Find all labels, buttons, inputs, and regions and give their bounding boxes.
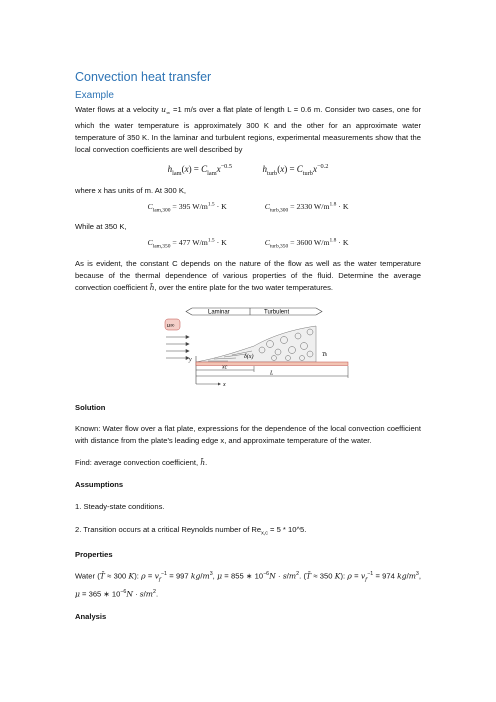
delta-label: δ(x): [244, 354, 254, 361]
evident-paragraph: [75, 258, 421, 295]
velocity-symbol: u: [161, 105, 166, 114]
find-label: Find: average convection coefficient,: [75, 458, 201, 468]
intro-text-1: Water flows at a velocity: [75, 105, 162, 114]
properties-text: Water (T̄ ≈ 300 K): $\rho = v_f^{-1} = 997$ $kg/m^3$, μ = 855 ∗ $10^{-6}N \cdot s/m^2$. (T̄ ≈ 350 K): $\rho = v_f^{-1} = 974$ $kg/m^3$, μ = 365 ∗ $10^{-6}N \cdot s/m^2$.: [75, 570, 422, 599]
c-lam-350: $C_{lam,350} = 477$ $W/m^{1.5} \cdot K$: [147, 237, 227, 250]
section-subtitle: Example: [75, 90, 114, 101]
while-text: While at 350 K,: [75, 222, 127, 232]
surface-temperature-label: Ts: [322, 352, 328, 359]
length-label: L: [270, 370, 274, 377]
find-text: Find: average convection coefficient, h̄.: [75, 458, 208, 468]
problem-statement: [75, 104, 421, 156]
flow-arrows: [166, 336, 189, 360]
velocity-subscript: ∞: [166, 110, 171, 117]
evident-text-2: , over the entire plate for the two water temperatures.: [154, 283, 334, 293]
y-axis-label: y: [189, 357, 192, 364]
find-h-bar-symbol: h̄: [200, 458, 206, 468]
assumption-1: 1. Steady-state conditions.: [75, 502, 165, 512]
analysis-heading: Analysis: [75, 611, 107, 621]
free-stream-label: u∞: [167, 323, 175, 330]
regime-arrow: [186, 308, 322, 316]
local-coefficient-equations: [75, 163, 421, 177]
units-text: where x has units of m. At 300 K,: [75, 186, 187, 196]
h-bar-symbol: h̄: [149, 283, 155, 293]
assumptions-heading: Assumptions: [75, 480, 124, 490]
c-turb-350: $C_{turb,350} = 3600$ $W/m^{1.8} \cdot K$: [264, 237, 349, 250]
flat-plate-diagram: [158, 300, 358, 388]
equation-h-lam: $h_{lam}(x) = C_{lam}x^{-0.5}$: [167, 163, 233, 178]
page-title: Convection heat transfer: [75, 70, 212, 84]
laminar-label: Laminar: [208, 309, 230, 316]
equation-h-turb: $h_{turb}(x) = C_{turb}x^{-0.2}$: [262, 163, 329, 178]
turbulent-label: Turbulent: [264, 309, 290, 316]
flat-plate: [196, 362, 348, 366]
x-axis-label: x: [223, 382, 226, 389]
boundary-layer: [196, 326, 316, 362]
properties-heading: Properties: [75, 550, 113, 560]
solution-heading: Solution: [75, 403, 106, 413]
intro-text-2: =1 m/s over a flat plate of length L = 0.6 m. Consider two cases, one for which the water temperature is approximately 300 K and the other for an approximate water temperature of 350 K. In the laminar and turbulent regions, experimental measurements show that the local convection coefficients are well described by: [75, 105, 421, 155]
coefficients-350k: [75, 238, 421, 250]
assumption-2: 2. Transition occurs at a critical Reynolds number of $Re_{x,c} = 5$ * 10^5.: [75, 524, 307, 537]
evident-text-1: As is evident, the constant C depends on the nature of the flow as well as the water temperature because of the thermal dependence of various properties of the fluid. Determine the average convection coefficient: [75, 258, 421, 293]
c-turb-300: $C_{turb,300} = 2330$ $W/m^{1.8} \cdot K$: [264, 201, 349, 214]
coefficients-300k: [75, 201, 421, 213]
xc-label: xc: [222, 364, 228, 371]
document-page: [75, 70, 421, 623]
c-lam-300: $C_{lam,300} = 395$ $W/m^{1.5} \cdot K$: [147, 201, 227, 214]
known-text: Known: Water flow over a flat plate, expressions for the dependence of the local convection coefficient with distance from the plate's leading edge x, and approximate temperature of the water.: [75, 423, 421, 445]
